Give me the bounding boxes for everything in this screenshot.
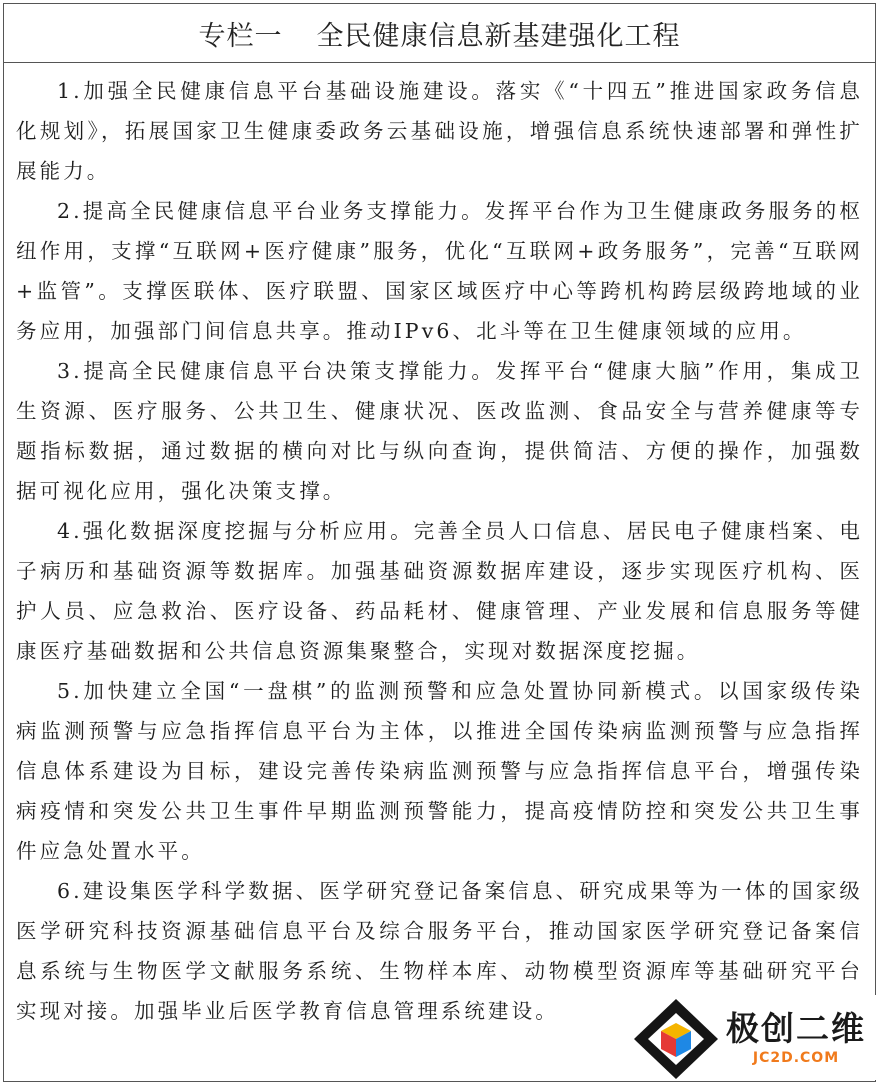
paragraph-3: 3.提高全民健康信息平台决策支撑能力。发挥平台“健康大脑”作用，集成卫生资源、医疗服务、公共卫生、健康状况、医改监测、食品安全与营养健康等专题指标数据，通过数据的横向对比与纵向查询，提供简洁、方便的操作，加强数据可视化应用，强化决策支撑。	[16, 359, 863, 503]
paragraph-6: 6.建设集医学科学数据、医学研究登记备案信息、研究成果等为一体的国家级医学研究科技资源基础信息平台及综合服务平台，推动国家医学研究登记备案信息系统与生物医学文献服务系统、生物样本库、动物模型资源库等基础研究平台实现对接。加强毕业后医学教育信息管理系统建设。	[16, 879, 863, 1023]
paragraph-5: 5.加快建立全国“一盘棋”的监测预警和应急处置协同新模式。以国家级传染病监测预警与应急指挥信息平台为主体，以推进全国传染病监测预警与应急指挥信息体系建设为目标，建设完善传染病监测预警与应急指挥信息平台，增强传染病疫情和突发公共卫生事件早期监测预警能力，提高疫情防控和突发公共卫生事件应急处置水平。	[16, 679, 863, 863]
watermark-title: 极创二维	[726, 1008, 866, 1048]
column-content	[4, 63, 875, 1031]
watermark-url: JC2D.COM	[752, 1049, 840, 1066]
watermark-logo-icon	[628, 995, 724, 1080]
column-header	[4, 4, 875, 63]
paragraph-2: 2.提高全民健康信息平台业务支撑能力。发挥平台作为卫生健康政务服务的枢纽作用，支撑“互联网+医疗健康”服务，优化“互联网+政务服务”，完善“互联网+监管”。支撑医联体、医疗联盟、国家区域医疗中心等跨机构跨层级跨地域的业务应用，加强部门间信息共享。推动IPv6、北斗等在卫生健康领域的应用。	[16, 199, 863, 343]
paragraph-4: 4.强化数据深度挖掘与分析应用。完善全员人口信息、居民电子健康档案、电子病历和基础资源等数据库。加强基础资源数据库建设，逐步实现医疗机构、医护人员、应急救治、医疗设备、药品耗材、健康管理、产业发展和信息服务等健康医疗基础数据和公共信息资源集聚整合，实现对数据深度挖掘。	[16, 519, 863, 663]
column-label: 专栏一	[198, 20, 283, 52]
column-box	[3, 3, 876, 1082]
watermark	[628, 995, 881, 1080]
paragraph-1: 1.加强全民健康信息平台基础设施建设。落实《“十四五”推进国家政务信息化规划》，拓展国家卫生健康委政务云基础设施，增强信息系统快速部署和弹性扩展能力。	[16, 79, 863, 183]
column-title: 全民健康信息新基建强化工程	[316, 20, 681, 52]
